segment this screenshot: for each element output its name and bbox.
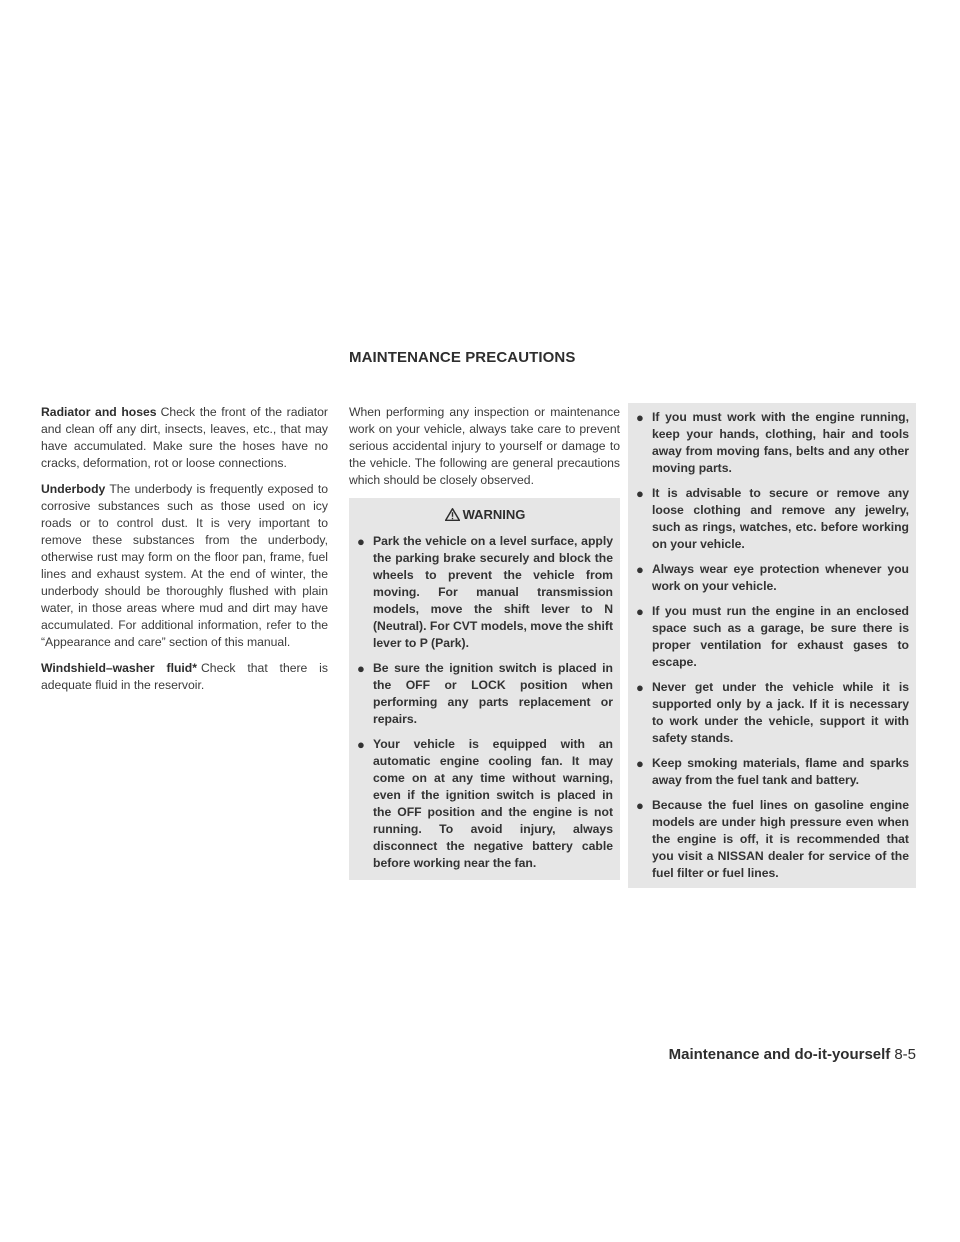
bullet-icon: ● [357, 534, 365, 549]
warning-item [636, 485, 909, 553]
warning-heading [357, 506, 613, 523]
warning-item [636, 755, 909, 789]
paragraph-radiator [41, 404, 328, 472]
warning-item-text: Never get under the vehicle while it is supported only by a jack. If it is necessary to work under the vehicle, support it with safety stands. [652, 680, 909, 745]
warning-item [636, 409, 909, 477]
warning-triangle-icon [445, 508, 460, 521]
warning-item-text: It is advisable to secure or remove any loose clothing and remove any jewelry, such as rings, watches, etc. before working on your vehicle. [652, 486, 909, 551]
warning-item [636, 797, 909, 882]
bullet-icon: ● [357, 737, 365, 752]
text-washer-fluid: Check that there is adequate fluid in the reservoir. [41, 661, 328, 692]
bullet-icon: ● [636, 486, 644, 501]
warning-list-left [357, 533, 613, 872]
bullet-icon: ● [357, 661, 365, 676]
bullet-icon: ● [636, 756, 644, 771]
term-radiator: Radiator and hoses [41, 405, 157, 419]
warning-item-text: Because the fuel lines on gasoline engine models are under high pressure even when the engine is off, it is recommended that you visit a NISSAN dealer for service of the fuel filter or fuel lines. [652, 798, 909, 880]
warning-list-right [636, 409, 909, 882]
warning-box [349, 498, 620, 880]
chapter-title: Maintenance and do-it-yourself [668, 1046, 891, 1063]
term-washer-fluid: Windshield–washer fluid* [41, 661, 197, 675]
text-radiator: Check the front of the radiator and clean off any dirt, insects, leaves, etc., that may have accumulated. Make sure the hoses have no cracks, deformation, rot or loose connections. [41, 405, 328, 470]
bullet-icon: ● [636, 798, 644, 813]
right-column [628, 403, 916, 888]
warning-heading-text: WARNING [462, 507, 526, 522]
paragraph-washer-fluid [41, 660, 328, 694]
left-column [41, 404, 328, 703]
warning-item-text: Park the vehicle on a level surface, apply the parking brake securely and block the wheels to prevent the vehicle from moving. For manual transmission models, move the shift lever to N (Neutral). For CVT models, move the shift lever to P (Park). [373, 534, 613, 650]
section-title: MAINTENANCE PRECAUTIONS [349, 349, 576, 366]
page-footer [628, 1046, 916, 1063]
bullet-icon: ● [636, 680, 644, 695]
page-number: 8-5 [894, 1046, 916, 1063]
warning-item-text: Be sure the ignition switch is placed in the OFF or LOCK position when performing any parts replacement or repairs. [373, 661, 613, 726]
warning-item [636, 679, 909, 747]
intro-paragraph: When performing any inspection or maintenance work on your vehicle, always take care to prevent serious accidental injury to yourself or damage to the vehicle. The following are general precautions which should be closely observed. [349, 405, 620, 487]
warning-item-text: If you must work with the engine running, keep your hands, clothing, hair and tools away from moving fans, belts and any other moving parts. [652, 410, 909, 475]
middle-column [349, 404, 620, 880]
paragraph-underbody [41, 481, 328, 651]
warning-item [357, 736, 613, 872]
warning-item [636, 603, 909, 671]
warning-item-text: Your vehicle is equipped with an automatic engine cooling fan. It may come on at any time without warning, even if the ignition switch is placed in the OFF position and the engine is not running. To avoid injury, always disconnect the negative battery cable before working near the fan. [373, 737, 613, 870]
warning-box-continued [628, 403, 916, 888]
warning-item-text: Always wear eye protection whenever you work on your vehicle. [652, 562, 909, 593]
bullet-icon: ● [636, 604, 644, 619]
warning-item-text: If you must run the engine in an enclosed space such as a garage, be sure there is proper ventilation for exhaust gases to escape. [652, 604, 909, 669]
warning-item [357, 660, 613, 728]
warning-item [636, 561, 909, 595]
text-underbody: The underbody is frequently exposed to corrosive substances such as those used on icy roads or to control dust. It is very important to remove these substances from the underbody, otherwise rust may form on the floor pan, frame, fuel lines and exhaust system. At the end of winter, the underbody should be thoroughly flushed with plain water, in those areas where mud and dirt may have accumulated. For additional information, refer to the “Appearance and care” section of this manual. [41, 482, 328, 649]
bullet-icon: ● [636, 410, 644, 425]
warning-item-text: Keep smoking materials, flame and sparks away from the fuel tank and battery. [652, 756, 909, 787]
warning-item [357, 533, 613, 652]
term-underbody: Underbody [41, 482, 106, 496]
bullet-icon: ● [636, 562, 644, 577]
